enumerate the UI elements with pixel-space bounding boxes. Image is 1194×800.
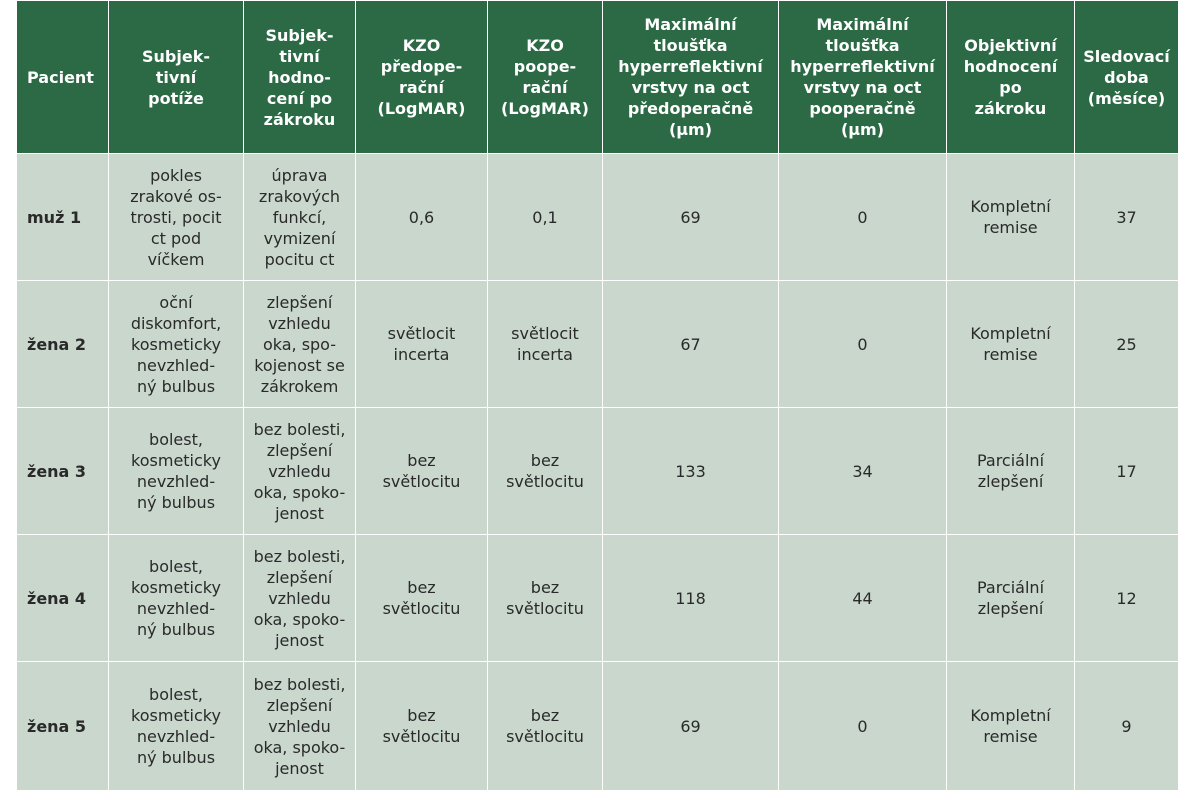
- table-cell: 69: [603, 154, 779, 281]
- table-cell: 0: [779, 662, 947, 791]
- table-cell: žena 5: [17, 662, 109, 791]
- table-cell: 34: [779, 408, 947, 535]
- patients-table: [16, 0, 1179, 791]
- table-cell: světlocit incerta: [488, 281, 603, 408]
- table-cell: 69: [603, 662, 779, 791]
- table-container: [16, 0, 1178, 791]
- header-objektivni-hodnoceni: Objektivní hodnocení po zákroku: [947, 1, 1075, 154]
- table-cell: bolest, kosmeticky nevzhled- ný bulbus: [109, 535, 244, 662]
- table-cell: 0,6: [356, 154, 488, 281]
- table-cell: bolest, kosmeticky nevzhled- ný bulbus: [109, 662, 244, 791]
- table-cell: bolest, kosmeticky nevzhled- ný bulbus: [109, 408, 244, 535]
- table-cell: 12: [1075, 535, 1179, 662]
- table-cell: 44: [779, 535, 947, 662]
- table-cell: 37: [1075, 154, 1179, 281]
- table-row: [17, 535, 1179, 662]
- header-pacient: Pacient: [17, 1, 109, 154]
- table-cell: světlocit incerta: [356, 281, 488, 408]
- table-cell: pokles zrakové os- trosti, pocit ct pod víčkem: [109, 154, 244, 281]
- table-cell: bez bolesti, zlepšení vzhledu oka, spoko- jenost: [244, 662, 356, 791]
- table-cell: 9: [1075, 662, 1179, 791]
- header-row: [17, 1, 1179, 154]
- table-cell: bez bolesti, zlepšení vzhledu oka, spoko- jenost: [244, 408, 356, 535]
- table-cell: 25: [1075, 281, 1179, 408]
- table-cell: žena 3: [17, 408, 109, 535]
- table-cell: Parciální zlepšení: [947, 535, 1075, 662]
- header-kzo-pooperacni: KZO poope- rační (LogMAR): [488, 1, 603, 154]
- table-cell: Parciální zlepšení: [947, 408, 1075, 535]
- table-cell: bez světlocitu: [356, 662, 488, 791]
- header-sledovaci-doba: Sledovací doba (měsíce): [1075, 1, 1179, 154]
- table-cell: úprava zrakových funkcí, vymizení pocitu ct: [244, 154, 356, 281]
- table-cell: 0: [779, 154, 947, 281]
- header-kzo-predoperacni: KZO předope- rační (LogMAR): [356, 1, 488, 154]
- table-row: [17, 154, 1179, 281]
- table-cell: muž 1: [17, 154, 109, 281]
- table-cell: Kompletní remise: [947, 281, 1075, 408]
- table-cell: bez světlocitu: [356, 535, 488, 662]
- table-cell: bez světlocitu: [488, 662, 603, 791]
- table-cell: Kompletní remise: [947, 154, 1075, 281]
- table-row: [17, 662, 1179, 791]
- table-row: [17, 408, 1179, 535]
- table-cell: 17: [1075, 408, 1179, 535]
- table-cell: oční diskomfort, kosmeticky nevzhled- ný bulbus: [109, 281, 244, 408]
- table-cell: Kompletní remise: [947, 662, 1075, 791]
- table-cell: bez světlocitu: [488, 408, 603, 535]
- header-tloustka-predoperacne: Maximální tloušťka hyperreflektivní vrstvy na oct předoperačně (µm): [603, 1, 779, 154]
- table-cell: bez bolesti, zlepšení vzhledu oka, spoko- jenost: [244, 535, 356, 662]
- header-subjektivni-hodnoceni: Subjek- tivní hodno- cení po zákroku: [244, 1, 356, 154]
- table-cell: 133: [603, 408, 779, 535]
- table-cell: 67: [603, 281, 779, 408]
- table-cell: 0,1: [488, 154, 603, 281]
- table-cell: bez světlocitu: [356, 408, 488, 535]
- table-cell: zlepšení vzhledu oka, spo- kojenost se zákrokem: [244, 281, 356, 408]
- header-subjektivni-potize: Subjek- tivní potíže: [109, 1, 244, 154]
- header-tloustka-pooperacne: Maximální tloušťka hyperreflektivní vrstvy na oct pooperačně (µm): [779, 1, 947, 154]
- table-cell: žena 4: [17, 535, 109, 662]
- table-cell: 118: [603, 535, 779, 662]
- table-cell: 0: [779, 281, 947, 408]
- table-cell: žena 2: [17, 281, 109, 408]
- table-row: [17, 281, 1179, 408]
- table-cell: bez světlocitu: [488, 535, 603, 662]
